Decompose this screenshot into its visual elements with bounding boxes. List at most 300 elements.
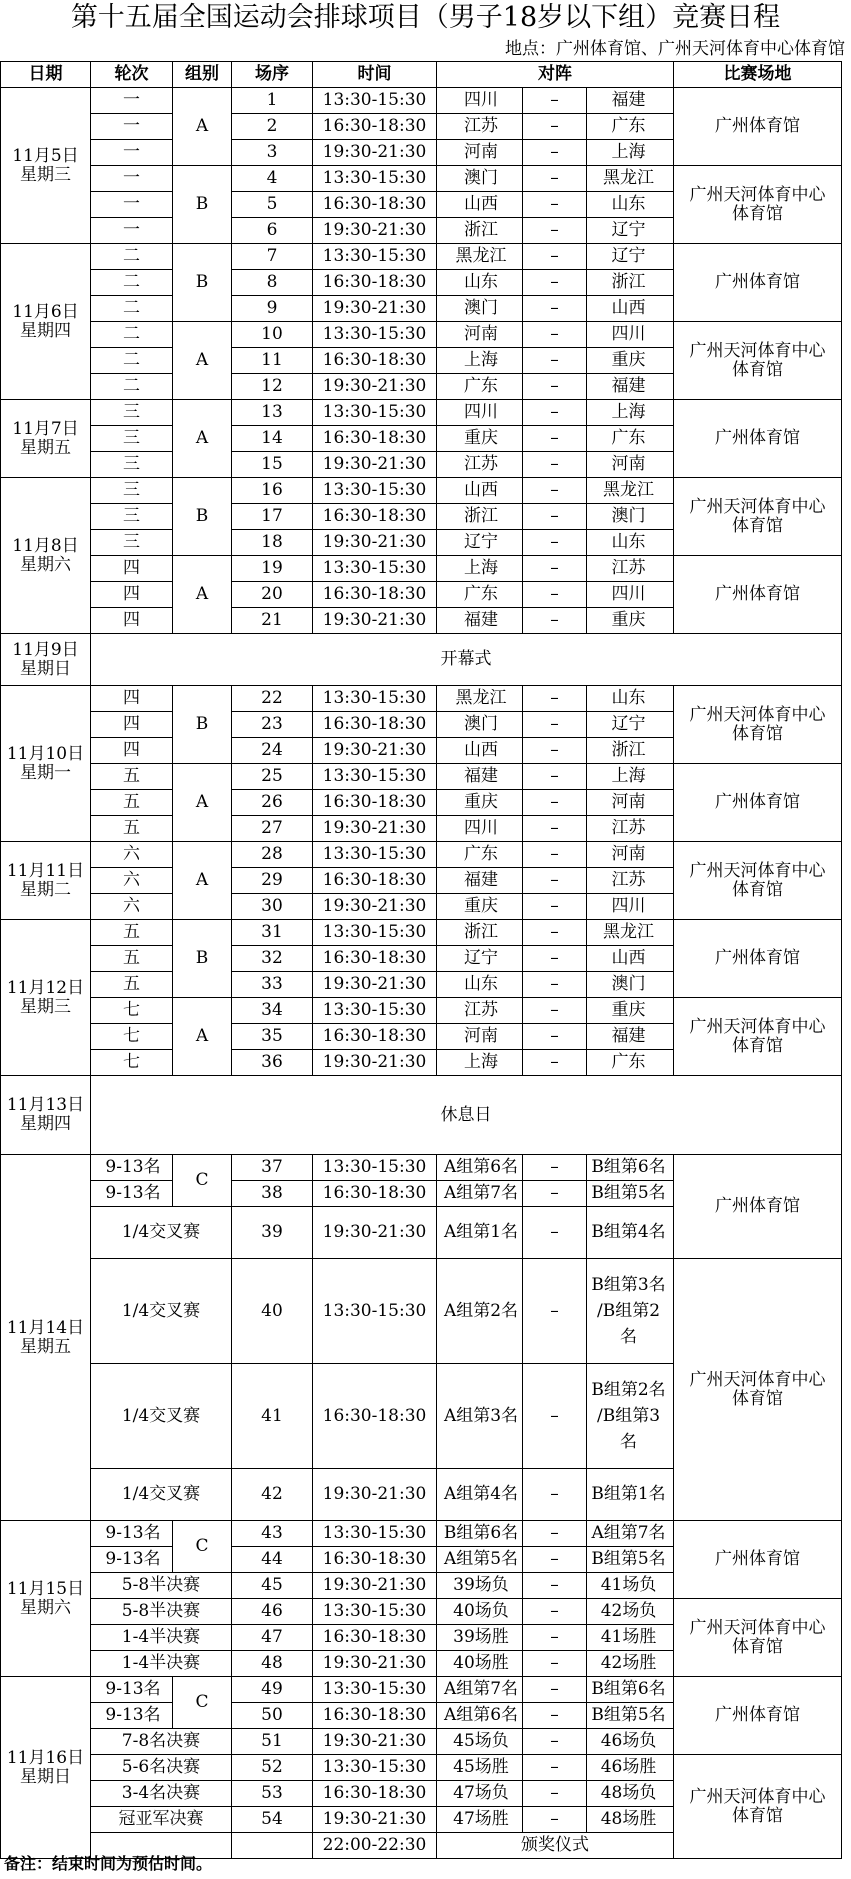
table-row — [1, 88, 842, 114]
vs-cell: – — [523, 556, 587, 582]
time-cell: 13:30-15:30 — [313, 1155, 437, 1181]
match-no-cell: 27 — [232, 816, 313, 842]
header-matchup: 对阵 — [437, 62, 674, 88]
match-no-cell: 17 — [232, 504, 313, 530]
group-cell: A — [173, 998, 232, 1076]
vs-cell: – — [523, 1625, 587, 1651]
vs-cell: – — [523, 1573, 587, 1599]
match-no-cell: 2 — [232, 114, 313, 140]
date-cell: 11月15日 星期六 — [1, 1521, 91, 1677]
time-cell: 19:30-21:30 — [313, 1573, 437, 1599]
match-no-cell: 51 — [232, 1729, 313, 1755]
vs-cell: – — [523, 218, 587, 244]
team2-cell: 上海 — [587, 140, 674, 166]
time-cell: 16:30-18:30 — [313, 790, 437, 816]
time-cell: 13:30-15:30 — [313, 998, 437, 1024]
team2-cell: 48场负 — [587, 1781, 674, 1807]
team2-cell: 42场负 — [587, 1599, 674, 1625]
date-cell: 11月14日 星期五 — [1, 1155, 91, 1521]
vs-cell: – — [523, 738, 587, 764]
time-cell: 13:30-15:30 — [313, 1599, 437, 1625]
round-cell: 四 — [91, 738, 173, 764]
venue-cell: 广州天河体育中心 体育馆 — [674, 842, 842, 920]
team2-cell: A组第7名 — [587, 1521, 674, 1547]
group-cell: C — [173, 1677, 232, 1729]
round-cell: 9-13名 — [91, 1155, 173, 1181]
match-no-cell: 52 — [232, 1755, 313, 1781]
venue-cell: 广州天河体育中心 体育馆 — [674, 1755, 842, 1859]
vs-cell: – — [523, 1547, 587, 1573]
match-no-cell: 28 — [232, 842, 313, 868]
venue-cell: 广州体育馆 — [674, 244, 842, 322]
match-no-cell: 13 — [232, 400, 313, 426]
time-cell: 19:30-21:30 — [313, 1207, 437, 1259]
team1-cell: 四川 — [437, 816, 523, 842]
vs-cell: – — [523, 530, 587, 556]
team1-cell: 广东 — [437, 842, 523, 868]
table-row — [1, 686, 842, 712]
table-row — [1, 1155, 842, 1181]
round-cell: 七 — [91, 1024, 173, 1050]
vs-cell: – — [523, 1599, 587, 1625]
time-cell: 13:30-15:30 — [313, 1259, 437, 1364]
team1-cell: 39场胜 — [437, 1625, 523, 1651]
team1-cell: 广东 — [437, 582, 523, 608]
team2-cell: 浙江 — [587, 270, 674, 296]
time-cell: 16:30-18:30 — [313, 1625, 437, 1651]
team2-cell: B组第6名 — [587, 1677, 674, 1703]
round-cell: 二 — [91, 296, 173, 322]
round-cell: 9-13名 — [91, 1703, 173, 1729]
round-cell: 5-6名决赛 — [91, 1755, 232, 1781]
round-cell: 一 — [91, 140, 173, 166]
match-no-cell: 7 — [232, 244, 313, 270]
team1-cell: A组第2名 — [437, 1259, 523, 1364]
match-no-cell: 47 — [232, 1625, 313, 1651]
group-cell: C — [173, 1521, 232, 1573]
time-cell: 19:30-21:30 — [313, 140, 437, 166]
team2-cell: B组第6名 — [587, 1155, 674, 1181]
team1-cell: 上海 — [437, 1050, 523, 1076]
round-cell: 1/4交叉赛 — [91, 1207, 232, 1259]
round-cell: 三 — [91, 530, 173, 556]
venue-cell: 广州体育馆 — [674, 764, 842, 842]
table-row — [1, 322, 842, 348]
round-cell: 三 — [91, 452, 173, 478]
team1-cell: 47场胜 — [437, 1807, 523, 1833]
match-no-cell: 21 — [232, 608, 313, 634]
team1-cell: 重庆 — [437, 426, 523, 452]
time-cell: 13:30-15:30 — [313, 556, 437, 582]
team1-cell: A组第4名 — [437, 1469, 523, 1521]
match-no-cell: 6 — [232, 218, 313, 244]
round-cell: 一 — [91, 88, 173, 114]
match-no-cell: 44 — [232, 1547, 313, 1573]
vs-cell: – — [523, 348, 587, 374]
vs-cell: – — [523, 426, 587, 452]
venue-cell: 广州天河体育中心 体育馆 — [674, 478, 842, 556]
team1-cell: 四川 — [437, 400, 523, 426]
table-row — [1, 1599, 842, 1625]
time-cell: 13:30-15:30 — [313, 244, 437, 270]
venue-cell: 广州体育馆 — [674, 920, 842, 998]
team2-cell: 山东 — [587, 686, 674, 712]
time-cell: 16:30-18:30 — [313, 1547, 437, 1573]
team1-cell: 山东 — [437, 270, 523, 296]
team1-cell: 澳门 — [437, 166, 523, 192]
venue-cell: 广州天河体育中心 体育馆 — [674, 322, 842, 400]
round-cell: 9-13名 — [91, 1521, 173, 1547]
table-row — [1, 400, 842, 426]
team1-cell: 45场负 — [437, 1729, 523, 1755]
vs-cell: – — [523, 400, 587, 426]
group-cell: C — [173, 1155, 232, 1207]
venue-cell: 广州天河体育中心 体育馆 — [674, 998, 842, 1076]
time-cell: 19:30-21:30 — [313, 374, 437, 400]
group-cell: A — [173, 764, 232, 842]
round-cell: 六 — [91, 868, 173, 894]
match-no-cell: 37 — [232, 1155, 313, 1181]
group-cell: B — [173, 244, 232, 322]
team1-cell: 河南 — [437, 322, 523, 348]
team1-cell: 福建 — [437, 764, 523, 790]
time-cell: 16:30-18:30 — [313, 1024, 437, 1050]
match-no-cell: 25 — [232, 764, 313, 790]
time-cell: 19:30-21:30 — [313, 1807, 437, 1833]
team2-cell: 41场负 — [587, 1573, 674, 1599]
match-no-cell: 5 — [232, 192, 313, 218]
time-cell: 13:30-15:30 — [313, 1677, 437, 1703]
time-cell: 13:30-15:30 — [313, 400, 437, 426]
team1-cell: 澳门 — [437, 296, 523, 322]
round-cell: 3-4名决赛 — [91, 1781, 232, 1807]
opening-ceremony-cell: 开幕式 — [91, 634, 842, 686]
vs-cell: – — [523, 1469, 587, 1521]
team2-cell: 福建 — [587, 1024, 674, 1050]
date-cell: 11月11日 星期二 — [1, 842, 91, 920]
team2-cell: B组第1名 — [587, 1469, 674, 1521]
table-row — [1, 1076, 842, 1155]
group-cell: A — [173, 88, 232, 166]
round-cell: 二 — [91, 374, 173, 400]
team1-cell: 黑龙江 — [437, 244, 523, 270]
team1-cell: 40场胜 — [437, 1651, 523, 1677]
round-cell: 三 — [91, 400, 173, 426]
team2-cell: 江苏 — [587, 868, 674, 894]
time-cell: 16:30-18:30 — [313, 1703, 437, 1729]
match-no-cell: 29 — [232, 868, 313, 894]
team2-cell: 江苏 — [587, 556, 674, 582]
table-row — [1, 1677, 842, 1703]
match-no-cell: 9 — [232, 296, 313, 322]
vs-cell: – — [523, 686, 587, 712]
match-no-cell: 49 — [232, 1677, 313, 1703]
vs-cell: – — [523, 1181, 587, 1207]
team2-cell: 黑龙江 — [587, 478, 674, 504]
round-cell: 1-4半决赛 — [91, 1651, 232, 1677]
match-no-cell: 14 — [232, 426, 313, 452]
round-cell: 一 — [91, 218, 173, 244]
team2-cell: 42场胜 — [587, 1651, 674, 1677]
team1-cell: 浙江 — [437, 218, 523, 244]
match-no-cell: 42 — [232, 1469, 313, 1521]
time-cell: 19:30-21:30 — [313, 530, 437, 556]
vs-cell: – — [523, 764, 587, 790]
team2-cell: 四川 — [587, 582, 674, 608]
team2-cell: 山西 — [587, 296, 674, 322]
time-cell: 16:30-18:30 — [313, 946, 437, 972]
match-no-cell: 41 — [232, 1364, 313, 1469]
location-line: 地点：广州体育馆、广州天河体育中心体育馆 — [505, 39, 845, 59]
date-cell: 11月13日 星期四 — [1, 1076, 91, 1155]
team2-cell: 四川 — [587, 894, 674, 920]
match-no-cell: 50 — [232, 1703, 313, 1729]
match-no-cell: 12 — [232, 374, 313, 400]
team1-cell: 四川 — [437, 88, 523, 114]
round-cell: 5-8半决赛 — [91, 1599, 232, 1625]
match-no-cell: 45 — [232, 1573, 313, 1599]
match-no-cell: 3 — [232, 140, 313, 166]
team1-cell: A组第7名 — [437, 1181, 523, 1207]
vs-cell: – — [523, 270, 587, 296]
date-cell: 11月7日 星期五 — [1, 400, 91, 478]
table-row — [1, 478, 842, 504]
time-cell: 19:30-21:30 — [313, 894, 437, 920]
vs-cell: – — [523, 1207, 587, 1259]
table-row — [1, 1521, 842, 1547]
team1-cell: 上海 — [437, 348, 523, 374]
vs-cell: – — [523, 920, 587, 946]
team1-cell: 山西 — [437, 192, 523, 218]
team1-cell: 黑龙江 — [437, 686, 523, 712]
vs-cell: – — [523, 998, 587, 1024]
round-cell: 二 — [91, 322, 173, 348]
vs-cell: – — [523, 478, 587, 504]
team2-cell: 重庆 — [587, 348, 674, 374]
round-cell: 1-4半决赛 — [91, 1625, 232, 1651]
team2-cell: 48场胜 — [587, 1807, 674, 1833]
table-row — [1, 764, 842, 790]
header-date: 日期 — [1, 62, 91, 88]
table-row — [1, 1755, 842, 1781]
team1-cell: A组第6名 — [437, 1155, 523, 1181]
vs-cell: – — [523, 1755, 587, 1781]
match-no-cell: 20 — [232, 582, 313, 608]
round-cell: 四 — [91, 608, 173, 634]
venue-cell: 广州体育馆 — [674, 1155, 842, 1259]
team2-cell: 广东 — [587, 1050, 674, 1076]
table-row — [1, 842, 842, 868]
venue-cell: 广州体育馆 — [674, 556, 842, 634]
venue-cell: 广州体育馆 — [674, 88, 842, 166]
round-cell: 9-13名 — [91, 1181, 173, 1207]
table-row — [1, 920, 842, 946]
team1-cell: A组第7名 — [437, 1677, 523, 1703]
team1-cell: 山东 — [437, 972, 523, 998]
round-cell: 9-13名 — [91, 1677, 173, 1703]
team1-cell: 山西 — [437, 478, 523, 504]
match-no-cell: 35 — [232, 1024, 313, 1050]
header-time: 时间 — [313, 62, 437, 88]
vs-cell: – — [523, 582, 587, 608]
team1-cell: 福建 — [437, 868, 523, 894]
time-cell: 16:30-18:30 — [313, 192, 437, 218]
date-cell: 11月10日 星期一 — [1, 686, 91, 842]
team1-cell: A组第6名 — [437, 1703, 523, 1729]
round-cell: 五 — [91, 764, 173, 790]
team2-cell: 重庆 — [587, 608, 674, 634]
match-no-cell: 54 — [232, 1807, 313, 1833]
time-cell: 13:30-15:30 — [313, 764, 437, 790]
vs-cell: – — [523, 192, 587, 218]
time-cell: 13:30-15:30 — [313, 1521, 437, 1547]
team2-cell: 46场负 — [587, 1729, 674, 1755]
team2-cell: 河南 — [587, 842, 674, 868]
venue-cell: 广州天河体育中心 体育馆 — [674, 166, 842, 244]
round-cell: 七 — [91, 1050, 173, 1076]
vs-cell: – — [523, 816, 587, 842]
time-cell: 13:30-15:30 — [313, 478, 437, 504]
schedule-table — [0, 61, 842, 1859]
time-cell: 19:30-21:30 — [313, 452, 437, 478]
vs-cell: – — [523, 244, 587, 270]
time-cell: 19:30-21:30 — [313, 972, 437, 998]
round-cell: 四 — [91, 582, 173, 608]
vs-cell: – — [523, 1050, 587, 1076]
vs-cell: – — [523, 1364, 587, 1469]
time-cell: 19:30-21:30 — [313, 816, 437, 842]
match-no-cell: 53 — [232, 1781, 313, 1807]
time-cell: 13:30-15:30 — [313, 920, 437, 946]
team2-cell: 四川 — [587, 322, 674, 348]
team1-cell: 江苏 — [437, 452, 523, 478]
table-row — [1, 556, 842, 582]
match-no-cell: 15 — [232, 452, 313, 478]
team2-cell: 辽宁 — [587, 218, 674, 244]
time-cell: 16:30-18:30 — [313, 712, 437, 738]
match-no-cell: 23 — [232, 712, 313, 738]
time-cell: 19:30-21:30 — [313, 1729, 437, 1755]
round-cell: 五 — [91, 972, 173, 998]
team1-cell: 重庆 — [437, 894, 523, 920]
vs-cell: – — [523, 1024, 587, 1050]
vs-cell: – — [523, 1729, 587, 1755]
vs-cell: – — [523, 894, 587, 920]
match-no-cell: 1 — [232, 88, 313, 114]
match-no-cell: 46 — [232, 1599, 313, 1625]
time-cell: 13:30-15:30 — [313, 88, 437, 114]
round-cell: 六 — [91, 842, 173, 868]
vs-cell: – — [523, 972, 587, 998]
footnote: 备注：结束时间为预估时间。 — [4, 1854, 213, 1873]
team1-cell: 辽宁 — [437, 946, 523, 972]
table-row — [1, 1259, 842, 1364]
team2-cell: 江苏 — [587, 816, 674, 842]
team2-cell: 福建 — [587, 374, 674, 400]
vs-cell: – — [523, 452, 587, 478]
date-cell: 11月12日 星期三 — [1, 920, 91, 1076]
vs-cell: – — [523, 88, 587, 114]
round-cell: 三 — [91, 426, 173, 452]
venue-cell: 广州体育馆 — [674, 1677, 842, 1755]
vs-cell: – — [523, 322, 587, 348]
team2-cell: B组第2名 /B组第3 名 — [587, 1364, 674, 1469]
team1-cell: 江苏 — [437, 114, 523, 140]
team2-cell: 辽宁 — [587, 244, 674, 270]
vs-cell: – — [523, 1651, 587, 1677]
date-cell: 11月16日 星期日 — [1, 1677, 91, 1859]
team1-cell: 重庆 — [437, 790, 523, 816]
time-cell: 13:30-15:30 — [313, 1755, 437, 1781]
round-cell: 一 — [91, 166, 173, 192]
page-title: 第十五届全国运动会排球项目（男子18岁以下组）竞赛日程 — [70, 2, 781, 33]
round-cell: 一 — [91, 114, 173, 140]
round-cell: 二 — [91, 270, 173, 296]
vs-cell: – — [523, 114, 587, 140]
team2-cell: 46场胜 — [587, 1755, 674, 1781]
match-no-cell: 16 — [232, 478, 313, 504]
table-row — [1, 244, 842, 270]
team1-cell: 河南 — [437, 140, 523, 166]
team2-cell: 上海 — [587, 764, 674, 790]
team2-cell: 山东 — [587, 530, 674, 556]
date-cell: 11月8日 星期六 — [1, 478, 91, 634]
round-cell: 二 — [91, 348, 173, 374]
round-cell: 三 — [91, 504, 173, 530]
vs-cell: – — [523, 1155, 587, 1181]
vs-cell: – — [523, 1259, 587, 1364]
time-cell: 19:30-21:30 — [313, 296, 437, 322]
team1-cell: A组第1名 — [437, 1207, 523, 1259]
date-cell: 11月6日 星期四 — [1, 244, 91, 400]
team1-cell: 江苏 — [437, 998, 523, 1024]
team1-cell: 河南 — [437, 1024, 523, 1050]
vs-cell: – — [523, 504, 587, 530]
time-cell: 19:30-21:30 — [313, 1050, 437, 1076]
team2-cell: B组第3名 /B组第2 名 — [587, 1259, 674, 1364]
venue-cell: 广州天河体育中心 体育馆 — [674, 686, 842, 764]
group-cell: A — [173, 400, 232, 478]
round-cell: 9-13名 — [91, 1547, 173, 1573]
vs-cell: – — [523, 1677, 587, 1703]
team2-cell: 黑龙江 — [587, 166, 674, 192]
rest-day-cell: 休息日 — [91, 1076, 842, 1155]
round-cell: 四 — [91, 712, 173, 738]
group-cell: B — [173, 166, 232, 244]
team2-cell: 福建 — [587, 88, 674, 114]
team1-cell: 45场胜 — [437, 1755, 523, 1781]
match-no-cell: 48 — [232, 1651, 313, 1677]
team2-cell: 山西 — [587, 946, 674, 972]
venue-cell: 广州体育馆 — [674, 1521, 842, 1599]
team1-cell: 山西 — [437, 738, 523, 764]
round-cell: 六 — [91, 894, 173, 920]
match-no-cell: 36 — [232, 1050, 313, 1076]
table-row — [1, 634, 842, 686]
round-cell: 五 — [91, 920, 173, 946]
table-row — [1, 998, 842, 1024]
round-cell: 二 — [91, 244, 173, 270]
group-cell: A — [173, 556, 232, 634]
team1-cell: 澳门 — [437, 712, 523, 738]
time-cell: 19:30-21:30 — [313, 218, 437, 244]
team1-cell: 浙江 — [437, 504, 523, 530]
time-cell: 19:30-21:30 — [313, 738, 437, 764]
time-cell: 19:30-21:30 — [313, 1469, 437, 1521]
team2-cell: 澳门 — [587, 972, 674, 998]
vs-cell: – — [523, 1807, 587, 1833]
group-cell: B — [173, 920, 232, 998]
